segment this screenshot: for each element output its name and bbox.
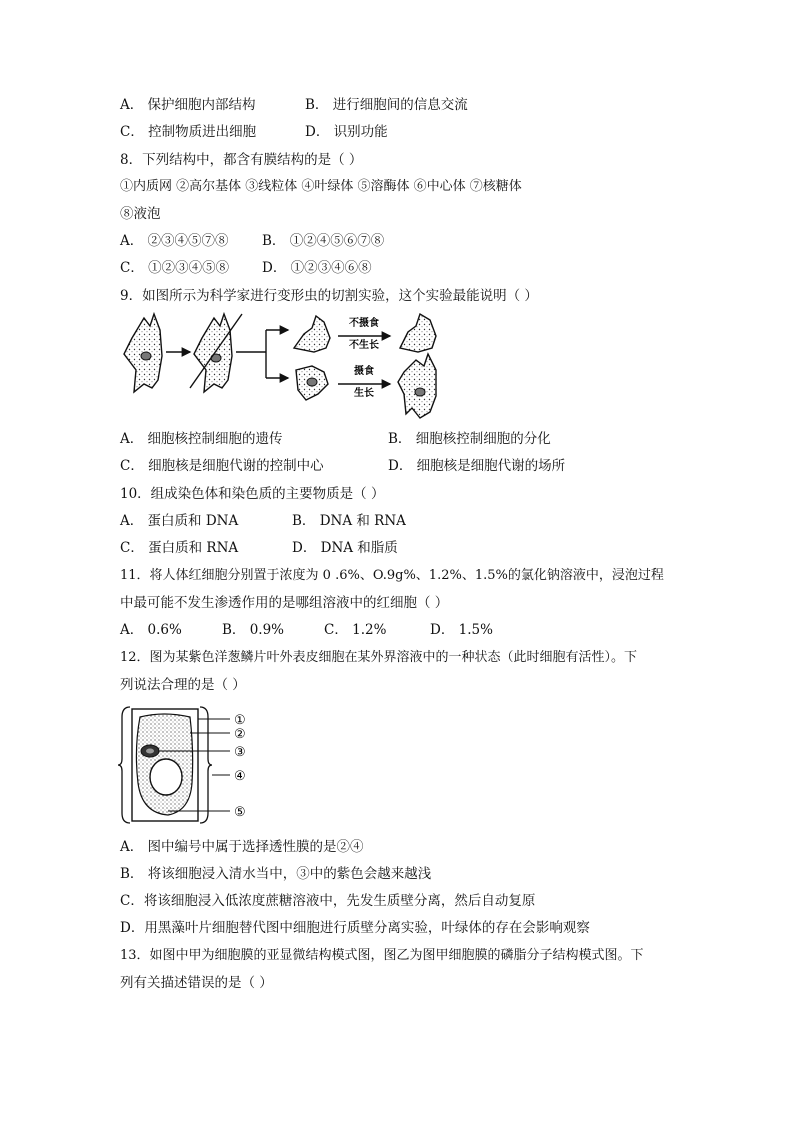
q13-stem-line1: 13．如图中甲为细胞膜的亚显微结构模式图，图乙为图甲细胞膜的磷脂分子结构模式图。下 xyxy=(120,948,644,963)
q13-stem-line2: 列有关描述错误的是（ ） xyxy=(120,975,273,991)
q8-items-line1: ①内质网 ②高尔基体 ③线粒体 ④叶绿体 ⑤溶酶体 ⑥中心体 ⑦核糖体 xyxy=(120,179,522,194)
q10-option-b: B． DNA 和 RNA xyxy=(292,513,406,529)
amoeba-cut xyxy=(194,314,232,392)
q11-stem-line2: 中最可能不发生渗透作用的是哪组溶液中的红细胞（ ） xyxy=(120,595,449,611)
q10-option-d: D． DNA 和脂质 xyxy=(292,540,398,556)
q11-stem-line1: 11．将人体红细胞分别置于浓度为 0 .6%、O.9g%、1.2%、1.5%的氯化钠溶液中，浸泡过程 xyxy=(120,568,664,583)
q8-option-d: D． ①②③④⑥⑧ xyxy=(262,260,372,276)
q9-stem: 9．如图所示为科学家进行变形虫的切割实验，这个实验最能说明（ ） xyxy=(120,288,538,304)
onion-cell-figure xyxy=(118,703,268,827)
label-no-growth: 不生长 xyxy=(349,340,379,351)
q12-option-c: C．将该细胞浸入低浓度蔗糖溶液中，先发生质壁分离，然后自动复原 xyxy=(120,893,536,909)
q8-items-line2: ⑧液泡 xyxy=(120,206,161,222)
amoeba-cutting-figure xyxy=(118,308,448,424)
q12-option-d: D．用黑藻叶片细胞替代图中细胞进行质壁分离实验，叶绿体的存在会影响观察 xyxy=(120,920,590,936)
q12-stem-line2: 列说法合理的是（ ） xyxy=(120,677,246,693)
q11-option-c: C． 1.2% xyxy=(324,622,387,638)
label-5: ⑤ xyxy=(234,805,246,820)
q7-option-a: A． 保护细胞内部结构 xyxy=(120,97,256,113)
q12-option-b: B． 将该细胞浸入清水当中，③中的紫色会越来越浅 xyxy=(120,866,432,882)
amoeba-fragment-no-nucleus xyxy=(294,316,330,352)
q11-option-a: A． 0.6% xyxy=(120,622,182,638)
q10-stem: 10．组成染色体和染色质的主要物质是（ ） xyxy=(120,486,385,502)
q7-option-d: D． 识别功能 xyxy=(305,124,388,140)
amoeba-nucleus xyxy=(141,352,151,360)
label-1: ① xyxy=(234,713,246,728)
q8-option-a: A． ②③④⑤⑦⑧ xyxy=(120,233,229,249)
amoeba-regrown xyxy=(398,354,436,418)
q10-option-c: C． 蛋白质和 RNA xyxy=(120,540,239,556)
q7-option-c: C． 控制物质进出细胞 xyxy=(120,124,257,140)
q12-stem-line1: 12．图为某紫色洋葱鳞片叶外表皮细胞在某外界溶液中的一种状态（此时细胞有活性）。下 xyxy=(120,650,638,665)
q9-option-c: C． 细胞核是细胞代谢的控制中心 xyxy=(120,458,324,474)
label-feeding: 摄食 xyxy=(354,366,374,377)
label-2: ② xyxy=(234,727,246,742)
vacuole xyxy=(150,759,182,795)
q9-option-b: B． 细胞核控制细胞的分化 xyxy=(388,431,551,447)
q12-option-a: A． 图中编号中属于选择透性膜的是②④ xyxy=(120,839,364,855)
label-no-feeding: 不摄食 xyxy=(349,318,379,329)
q11-option-b: B． 0.9% xyxy=(222,622,285,638)
q8-option-c: C． ①②③④⑤⑧ xyxy=(120,260,230,276)
q8-option-b: B． ①②④⑤⑥⑦⑧ xyxy=(262,233,385,249)
amoeba-fragment-no-nucleus-result xyxy=(400,314,436,352)
q11-option-d: D． 1.5% xyxy=(430,622,493,638)
q9-option-d: D． 细胞核是细胞代谢的场所 xyxy=(388,458,566,474)
label-4: ④ xyxy=(234,769,246,784)
q9-option-a: A． 细胞核控制细胞的遗传 xyxy=(120,431,283,447)
q8-stem: 8．下列结构中，都含有膜结构的是（ ） xyxy=(120,152,363,168)
q10-option-a: A． 蛋白质和 DNA xyxy=(120,513,239,529)
label-3: ③ xyxy=(234,745,246,760)
q7-option-b: B． 进行细胞间的信息交流 xyxy=(305,97,468,113)
label-growth: 生长 xyxy=(354,388,374,399)
